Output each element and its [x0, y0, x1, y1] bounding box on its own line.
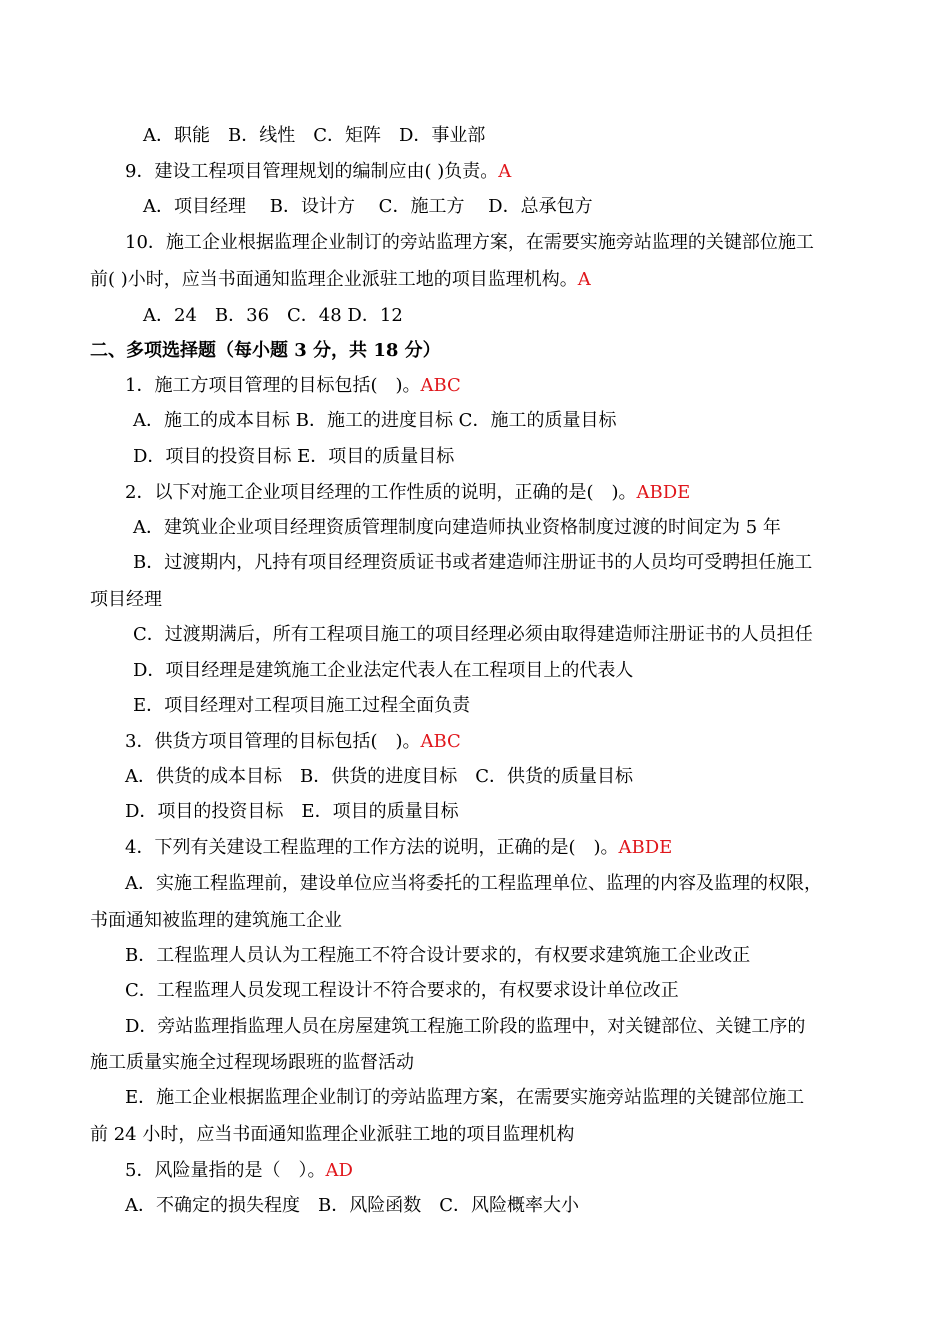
- m1-options-1: A．施工的成本目标 B．施工的进度目标 C．施工的质量目标: [133, 410, 617, 431]
- answer-key: A: [498, 161, 512, 182]
- question-text: 前( )小时，应当书面通知监理企业派驻工地的项目监理机构。: [90, 269, 578, 290]
- answer-key: ABDE: [618, 837, 673, 858]
- m2-option-e: E．项目经理对工程项目施工过程全面负责: [133, 695, 471, 716]
- m4-option-b: B．工程监理人员认为工程施工不符合设计要求的，有权要求建筑施工企业改正: [125, 945, 751, 966]
- answer-key: ABC: [420, 375, 461, 396]
- question-text: 4．下列有关建设工程监理的工作方法的说明，正确的是( )。: [125, 837, 619, 858]
- m2-option-b-line2: 项目经理: [90, 589, 162, 610]
- multi-question-1: [125, 374, 461, 398]
- answer-key: A: [577, 269, 591, 290]
- question-text: 1．施工方项目管理的目标包括( )。: [125, 375, 421, 396]
- m2-option-a: A．建筑业企业项目经理资质管理制度向建造师执业资格制度过渡的时间定为 5 年: [133, 517, 781, 538]
- multi-question-5: [125, 1159, 353, 1183]
- q9-options: A．项目经理 B．设计方 C．施工方 D．总承包方: [143, 196, 593, 217]
- m3-options-2: D．项目的投资目标 E．项目的质量目标: [125, 801, 459, 822]
- m4-option-a-line2: 书面通知被监理的建筑施工企业: [90, 910, 342, 931]
- question-text: 9．建设工程项目管理规划的编制应由( )负责。: [125, 161, 499, 182]
- question-10-line2: [90, 268, 591, 292]
- m2-option-b-line1: B．过渡期内，凡持有项目经理资质证书或者建造师注册证书的人员均可受聘担任施工: [133, 552, 813, 573]
- m4-option-d-line1: D．旁站监理指监理人员在房屋建筑工程施工阶段的监理中，对关键部位、关键工序的: [125, 1016, 806, 1037]
- question-text: 3．供货方项目管理的目标包括( )。: [125, 731, 421, 752]
- m5-options-1: A．不确定的损失程度 B．风险函数 C．风险概率大小: [125, 1195, 579, 1216]
- m4-option-e-line1: E．施工企业根据监理企业制订的旁站监理方案，在需要实施旁站监理的关键部位施工: [125, 1087, 805, 1108]
- m2-option-d: D．项目经理是建筑施工企业法定代表人在工程项目上的代表人: [133, 660, 634, 681]
- multi-question-2: [125, 481, 690, 505]
- answer-key: ABDE: [636, 482, 691, 503]
- q8-options: A．职能 B．线性 C．矩阵 D．事业部: [143, 125, 486, 146]
- answer-key: ABC: [420, 731, 461, 752]
- m4-option-c: C．工程监理人员发现工程设计不符合要求的，有权要求设计单位改正: [125, 980, 679, 1001]
- question-text: 2．以下对施工企业项目经理的工作性质的说明，正确的是( )。: [125, 482, 637, 503]
- m4-option-a-line1: A．实施工程监理前，建设单位应当将委托的工程监理单位、监理的内容及监理的权限，: [125, 873, 822, 894]
- m4-option-e-line2: 前 24 小时，应当书面通知监理企业派驻工地的项目监理机构: [90, 1124, 575, 1145]
- multi-question-3: [125, 730, 461, 754]
- q10-options: A．24 B．36 C．48 D．12: [143, 305, 403, 326]
- question-text: 5．风险量指的是（ ）。: [125, 1160, 326, 1181]
- m1-options-2: D．项目的投资目标 E．项目的质量目标: [133, 446, 455, 467]
- answer-key: AD: [325, 1160, 353, 1181]
- m3-options-1: A．供货的成本目标 B．供货的进度目标 C．供货的质量目标: [125, 766, 633, 787]
- m2-option-c: C．过渡期满后，所有工程项目施工的项目经理必须由取得建造师注册证书的人员担任: [133, 624, 813, 645]
- multi-question-4: [125, 836, 672, 860]
- m4-option-d-line2: 施工质量实施全过程现场跟班的监督活动: [90, 1052, 414, 1073]
- question-9: [125, 160, 511, 184]
- question-10-line1: 10．施工企业根据监理企业制订的旁站监理方案，在需要实施旁站监理的关键部位施工: [125, 232, 814, 253]
- section-title: 二、多项选择题（每小题 3 分，共 18 分）: [90, 340, 441, 361]
